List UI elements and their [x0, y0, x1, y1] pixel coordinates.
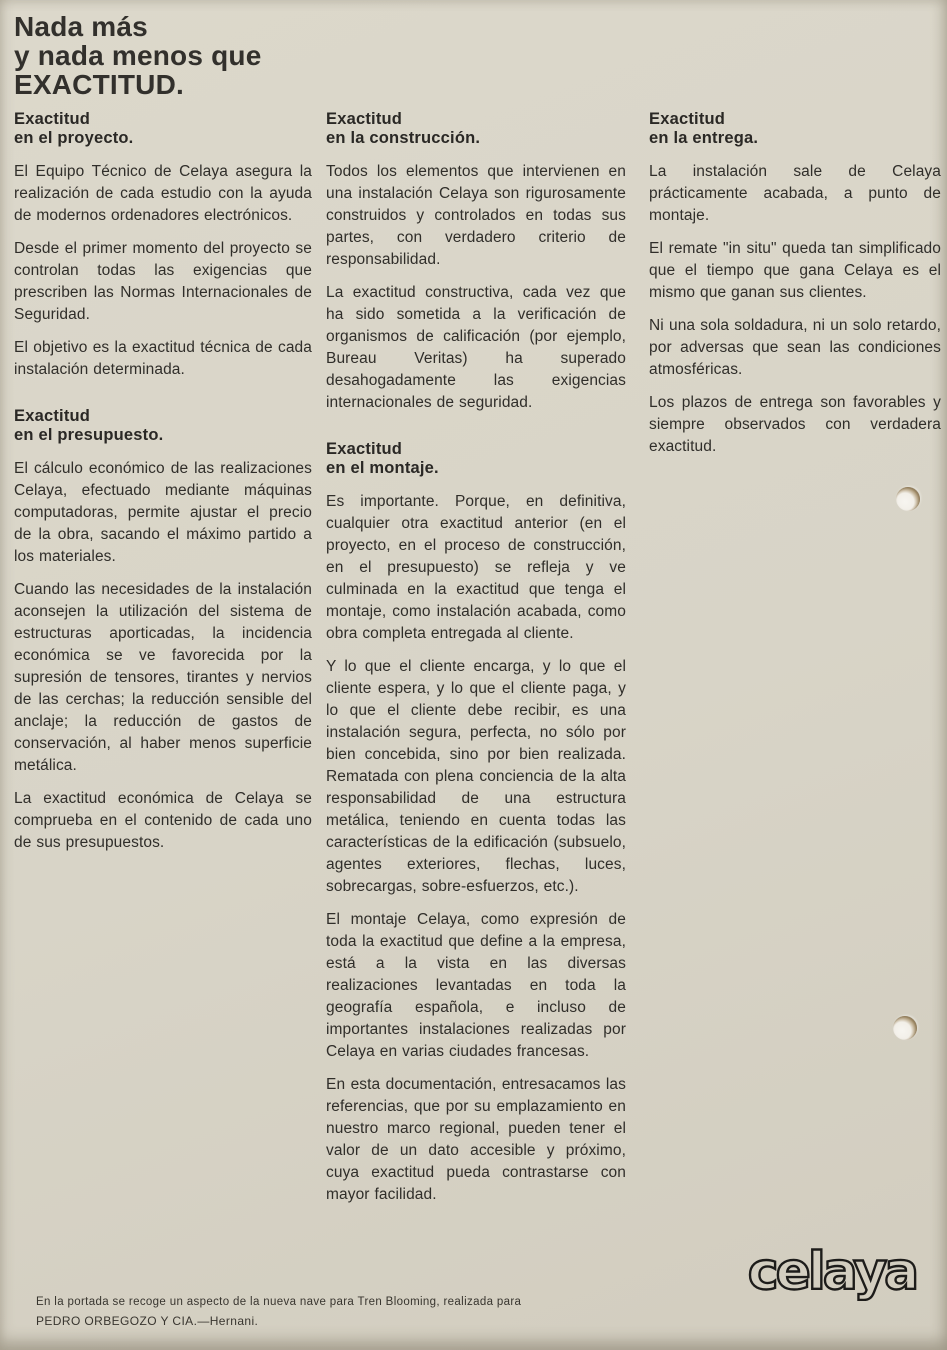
punch-hole-icon: [893, 1016, 917, 1040]
celaya-logo: [722, 1243, 942, 1301]
paragraph: Cuando las necesidades de la instalación aconsejen la utilización del sistema de estructuras aporticadas, la incidencia económica se ve favorecida por la supresión de tensores, tirantes y nervios de las cerchas; la reducción sensible del anclaje; la reducción de gastos de conservación, al haber menos superficie metálica.: [14, 581, 312, 774]
heading-line: Exactitud: [14, 407, 91, 425]
paragraph: La exactitud económica de Celaya se comprueba en el contenido de cada uno de sus presupuestos.: [14, 790, 312, 851]
paragraph: El Equipo Técnico de Celaya asegura la realización de cada estudio con la ayuda de modernos ordenadores electrónicos.: [14, 163, 312, 224]
title-line-1: Nada más: [14, 11, 148, 42]
paragraph: El cálculo económico de las realizaciones Celaya, efectuado mediante máquinas computadoras, permite ajustar el precio de la obra, sacando el máximo partido a los materiales.: [14, 460, 312, 565]
paragraph: El objetivo es la exactitud técnica de cada instalación determinada.: [14, 339, 312, 378]
paragraph: Los plazos de entrega son favorables y siempre observados con verdadera exactitud.: [649, 394, 941, 455]
page-title: [14, 12, 574, 99]
section-proyecto: [14, 110, 312, 381]
paragraph: El montaje Celaya, como expresión de toda la exactitud que define a la empresa, está a la vista en las diversas realizaciones levantadas en toda la geografía española, e incluso de importantes instalaciones realizadas por Celaya en varias ciudades francesas.: [326, 911, 626, 1060]
column-right: [649, 110, 941, 458]
title-line-2: y nada menos que: [14, 40, 262, 71]
paragraph: Y lo que el cliente encarga, y lo que el cliente espera, y lo que el cliente paga, y lo que el cliente debe recibir, es una instalación segura, perfecta, no sólo por bien concebida, sino por bien realizada. Rematada con plena conciencia de la alta responsabilidad de una estructura metálica, teniendo en cuenta todas las características de la edificación (subsuelo, agentes exteriores, flechas, luces, sobrecargas, sobre-esfuerzos, etc.).: [326, 658, 626, 895]
heading-line: Exactitud: [326, 440, 403, 458]
paragraph: En esta documentación, entresacamos las referencias, que por su emplazamiento en nuestro marco regional, pueden tener el valor de un dato accesible y próximo, cuya exactitud pueda contrastarse con mayor facilidad.: [326, 1076, 626, 1203]
heading-line: en el montaje.: [326, 459, 439, 477]
paragraph: Desde el primer momento del proyecto se controlan todas las exigencias que prescriben las Normas Internacionales de Seguridad.: [14, 240, 312, 323]
paragraph: El remate "in situ" queda tan simplificado que el tiempo que gana Celaya es el mismo que ganan sus clientes.: [649, 240, 941, 301]
section-heading-proyecto: [14, 110, 312, 148]
paragraph: Ni una sola soldadura, ni un solo retardo, por adversas que sean las condiciones atmosféricas.: [649, 317, 941, 378]
punch-hole-icon: [896, 487, 920, 511]
caption-line-2: PEDRO ORBEGOZO Y CIA.—Hernani.: [36, 1314, 259, 1328]
heading-line: en el presupuesto.: [14, 426, 164, 444]
title-line-3: EXACTITUD.: [14, 69, 184, 100]
section-construccion: [326, 110, 626, 414]
paragraph: La exactitud constructiva, cada vez que ha sido sometida a la verificación de organismos de calificación (por ejemplo, Bureau Veritas) ha superado desahogadamente las exigencias internacionales de seguridad.: [326, 284, 626, 411]
paragraph: Todos los elementos que intervienen en una instalación Celaya son rigurosamente construidos y controlados en todas sus partes, con verdadero criterio de responsabilidad.: [326, 163, 626, 268]
section-heading-montaje: [326, 440, 626, 478]
column-left: [14, 110, 312, 854]
section-entrega: [649, 110, 941, 458]
caption-line-1: En la portada se recoge un aspecto de la nueva nave para Tren Blooming, realizada para: [36, 1296, 522, 1308]
footer-caption: [36, 1295, 656, 1328]
section-heading-presupuesto: [14, 407, 312, 445]
heading-line: Exactitud: [326, 110, 403, 128]
paragraph: Es importante. Porque, en definitiva, cualquier otra exactitud anterior (en el proyecto, en el proceso de construcción, en el presupuesto) se refleja y ve culminada en la exactitud que tenga el montaje, como instalación acabada, como obra completa entregada al cliente.: [326, 493, 626, 642]
section-heading-construccion: [326, 110, 626, 148]
celaya-logo-text: celaya: [747, 1243, 917, 1301]
heading-line: Exactitud: [14, 110, 91, 128]
heading-line: Exactitud: [649, 110, 726, 128]
column-center: [326, 110, 626, 1206]
heading-line: en el proyecto.: [14, 129, 134, 147]
section-heading-entrega: [649, 110, 941, 148]
heading-line: en la construcción.: [326, 129, 481, 147]
section-montaje: [326, 440, 626, 1206]
paragraph: La instalación sale de Celaya prácticamente acabada, a punto de montaje.: [649, 163, 941, 224]
section-presupuesto: [14, 407, 312, 854]
heading-line: en la entrega.: [649, 129, 759, 147]
